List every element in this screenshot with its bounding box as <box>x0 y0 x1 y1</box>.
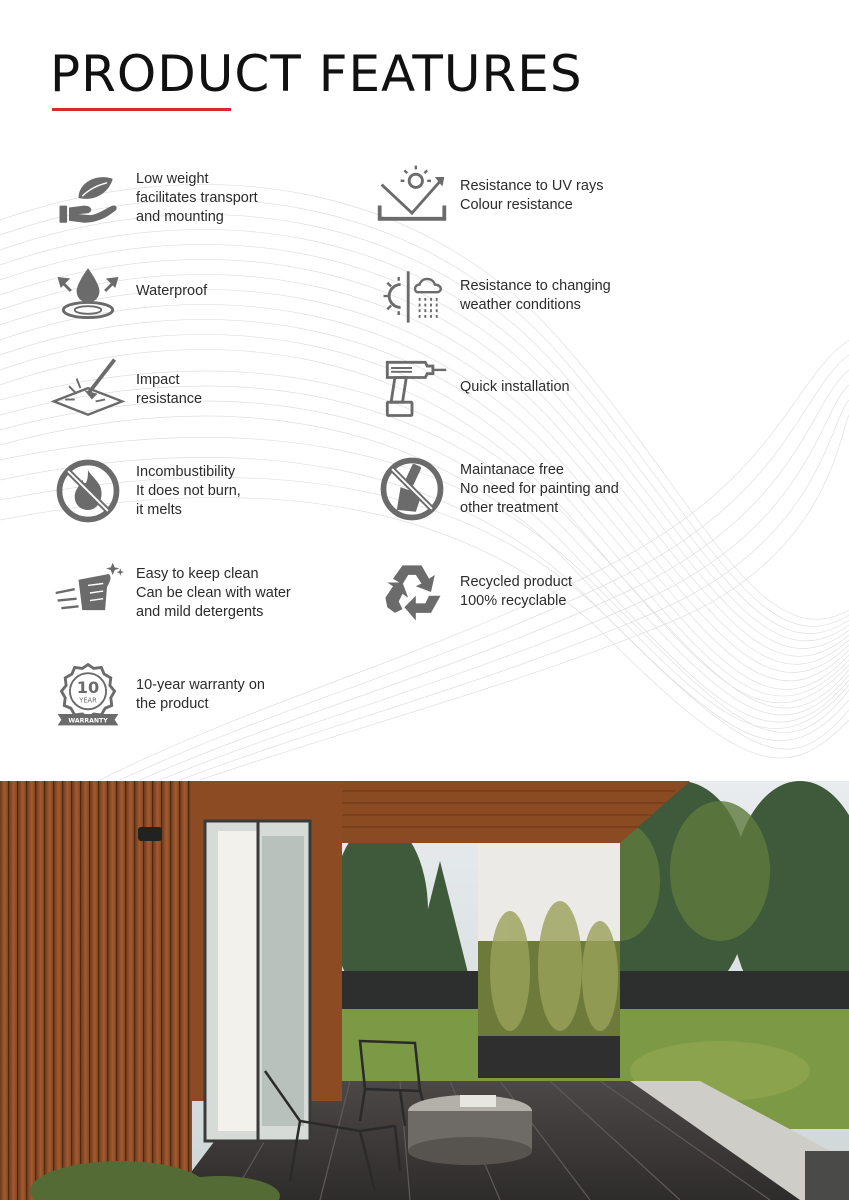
feature-text <box>136 371 202 409</box>
feature-line: Recycled product <box>460 574 573 590</box>
recycle-icon <box>366 546 458 638</box>
feature-line: 10-year warranty on <box>136 677 265 693</box>
feature-easy-clean <box>42 547 291 639</box>
feature-line: and mild detergents <box>136 603 264 620</box>
feature-line: Maintanace free <box>460 461 564 478</box>
badge-number: 10 <box>76 678 100 698</box>
feature-recycled <box>366 546 572 638</box>
feature-text <box>460 277 611 315</box>
badge-label: WARRANTY <box>68 717 108 725</box>
feature-line: Impact <box>136 372 180 388</box>
feature-line: resistance <box>136 391 203 407</box>
feature-text <box>460 378 570 397</box>
title-underline <box>52 108 231 111</box>
no-fire-icon <box>42 445 134 537</box>
cleaning-cloth-icon <box>42 547 134 639</box>
feature-line: weather conditions <box>460 297 581 313</box>
feature-warranty <box>42 649 265 741</box>
feature-quick-installation <box>366 341 570 433</box>
feature-line: Colour resistance <box>460 197 573 213</box>
sun-rain-icon <box>366 250 458 342</box>
feature-low-weight <box>42 152 258 244</box>
feature-text <box>460 573 572 611</box>
feature-line: Incombustibility <box>136 463 236 480</box>
feature-line: the product <box>136 696 209 712</box>
feature-line: and mounting <box>136 208 224 225</box>
badge-year: YEAR <box>79 696 97 705</box>
feature-text <box>136 463 241 520</box>
feature-line: Resistance to changing <box>460 278 611 294</box>
feature-line: it melts <box>136 501 182 518</box>
feature-line: Quick installation <box>460 378 570 395</box>
feature-line: 100% recyclable <box>460 593 567 609</box>
hand-leaf-icon <box>42 152 134 244</box>
uv-reflect-icon <box>366 150 458 242</box>
feature-line: Waterproof <box>136 282 208 299</box>
terrace-photo <box>0 781 849 1200</box>
feature-maintenance-free <box>366 443 619 535</box>
feature-waterproof <box>42 245 207 337</box>
feature-uv-resistance <box>366 150 603 242</box>
feature-text <box>460 461 619 518</box>
feature-weather-resistance <box>366 250 611 342</box>
feature-line: No need for painting and <box>460 480 619 497</box>
feature-text <box>136 282 207 301</box>
feature-line: other treatment <box>460 499 559 516</box>
hammer-impact-icon <box>42 344 134 436</box>
feature-text <box>460 177 603 215</box>
feature-text <box>136 565 291 622</box>
feature-line: It does not burn, <box>136 482 241 499</box>
water-drop-icon <box>42 245 134 337</box>
feature-line: Resistance to UV rays <box>460 178 604 194</box>
feature-line: Can be clean with water <box>136 584 291 601</box>
feature-line: Low weight <box>136 170 209 187</box>
warranty-badge-icon <box>42 649 134 741</box>
drill-icon <box>366 341 458 433</box>
feature-text <box>136 676 265 714</box>
feature-impact-resistance <box>42 344 202 436</box>
feature-line: Easy to keep clean <box>136 565 259 582</box>
no-paint-brush-icon <box>366 443 458 535</box>
page-title: PRODUCT FEATURES <box>50 45 583 103</box>
feature-line: facilitates transport <box>136 189 258 206</box>
feature-incombustibility <box>42 445 241 537</box>
feature-text <box>136 170 258 227</box>
